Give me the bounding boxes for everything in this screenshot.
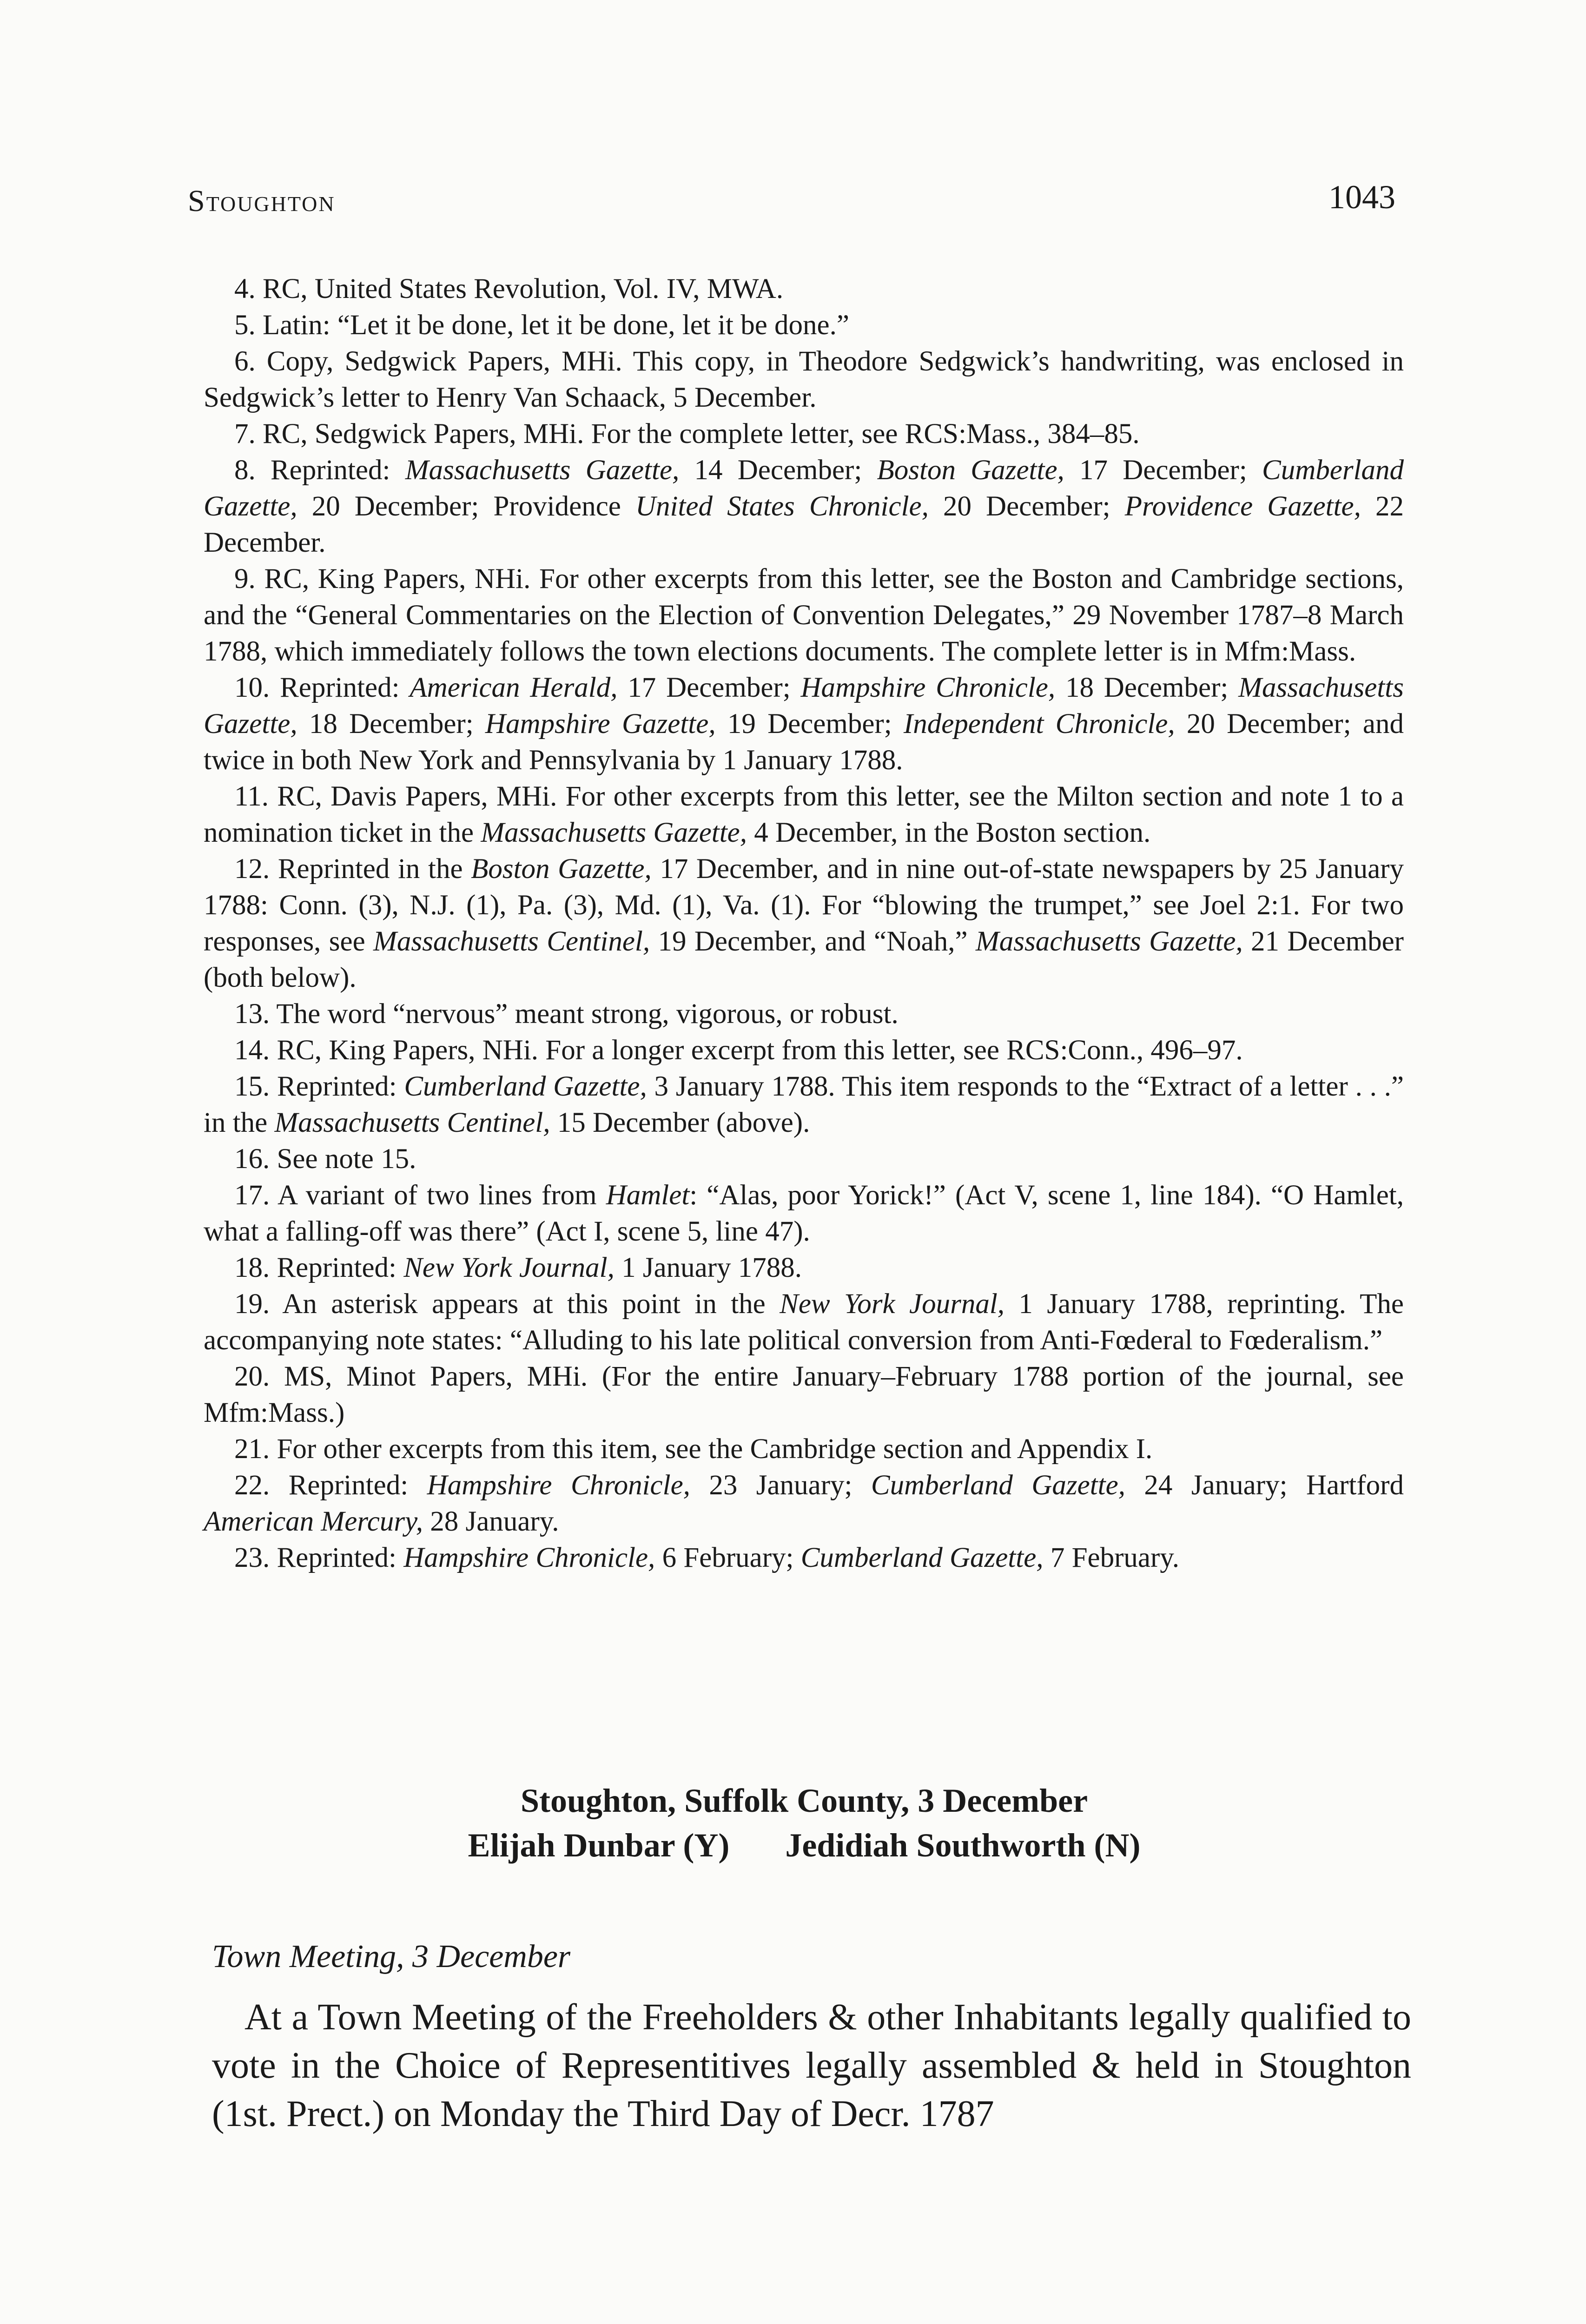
endnote-text: 23. Reprinted: xyxy=(234,1542,404,1573)
endnote-text: 7. RC, Sedgwick Papers, MHi. For the complete letter, see RCS:Mass., 384–85. xyxy=(234,418,1140,449)
endnote-italic-text: Providence Gazette, xyxy=(1124,491,1361,522)
endnote xyxy=(204,851,1404,996)
endnote-text: 22. Reprinted: xyxy=(234,1470,427,1501)
endnote-text: 17. A variant of two lines from xyxy=(234,1180,606,1211)
endnote-text: 4 December, in the Boston section. xyxy=(747,817,1151,848)
endnote-italic-text: United States Chronicle, xyxy=(635,491,929,522)
endnotes xyxy=(205,271,1404,1576)
endnote xyxy=(204,416,1404,452)
endnote xyxy=(204,996,1404,1032)
endnote-italic-text: Cumberland Gazette, xyxy=(871,1470,1125,1501)
endnote-italic-text: Cumberland Gazette, xyxy=(800,1542,1044,1573)
endnote-text: 7 February. xyxy=(1043,1542,1180,1573)
endnote-text: 19. An asterisk appears at this point in the xyxy=(234,1288,780,1320)
endnote-text: 17 December; xyxy=(617,672,801,703)
endnote-italic-text: American Herald, xyxy=(410,672,618,703)
endnote-text: 14. RC, King Papers, NHi. For a longer excerpt from this letter, see RCS:Conn., 496–97. xyxy=(234,1035,1243,1066)
endnote-text: 15 December (above). xyxy=(550,1107,810,1138)
endnote-italic-text: American Mercury, xyxy=(204,1506,423,1537)
endnote-text: 24 January; Hartford xyxy=(1125,1470,1404,1501)
endnote-text: 20 December; xyxy=(928,491,1125,522)
endnote-text: 8. Reprinted: xyxy=(234,455,405,486)
endnote-text: 4. RC, United States Revolution, Vol. IV, MWA. xyxy=(234,273,784,304)
endnote-text: 15. Reprinted: xyxy=(234,1071,404,1102)
endnote xyxy=(204,1069,1404,1141)
endnote-italic-text: Hampshire Chronicle, xyxy=(800,672,1056,703)
endnote-italic-text: Massachusetts Gazette, xyxy=(481,817,747,848)
endnote xyxy=(204,1540,1404,1576)
endnote-text: 21 December (both below). xyxy=(204,926,1404,993)
endnote-text: 14 December; xyxy=(679,455,877,486)
endnote-italic-text: Cumberland Gazette, xyxy=(204,455,1404,522)
endnote xyxy=(204,307,1404,343)
section-subheading: Town Meeting, 3 December xyxy=(212,1939,571,1974)
endnote-text: 12. Reprinted in the xyxy=(234,853,471,885)
endnote-italic-text: Massachusetts Gazette, xyxy=(975,926,1243,957)
endnote-text: 1 January 1788. xyxy=(614,1252,802,1283)
endnote-text: 18 December; xyxy=(1055,672,1239,703)
endnote-italic-text: Independent Chronicle, xyxy=(903,708,1175,739)
endnote-text: 19 December; xyxy=(715,708,904,739)
endnote-italic-text: Cumberland Gazette, xyxy=(404,1071,647,1102)
section-heading xyxy=(205,1778,1404,1868)
endnote-italic-text: Hamlet xyxy=(606,1180,690,1211)
endnote xyxy=(204,343,1404,416)
endnote-italic-text: Massachusetts Centinel, xyxy=(373,926,650,957)
endnote xyxy=(204,1141,1404,1177)
endnote-text: 20 December; and twice in both New York and Pennsylvania by 1 January 1788. xyxy=(204,708,1404,776)
endnote-text: 18. Reprinted: xyxy=(234,1252,404,1283)
delegate-no: Jedidiah Southworth (N) xyxy=(785,1827,1141,1864)
endnote-text: 22 December. xyxy=(204,491,1404,558)
endnote-text: 9. RC, King Papers, NHi. For other excerpts from this letter, see the Boston and Cambridge sections, and the “General Commentaries on the Election of Convention Delegates,” 29 November 1787–8 March 1788, which immediately follows the town elections documents. The complete letter is in Mfm:Mass. xyxy=(204,563,1404,667)
endnote-text: 17 December; xyxy=(1064,455,1262,486)
delegate-yes: Elijah Dunbar (Y) xyxy=(468,1827,730,1864)
endnote-italic-text: Boston Gazette, xyxy=(877,455,1064,486)
endnote-italic-text: Massachusetts Gazette, xyxy=(405,455,680,486)
endnote-italic-text: Massachusetts Centinel, xyxy=(274,1107,550,1138)
section-title: Stoughton, Suffolk County, 3 December xyxy=(520,1782,1088,1819)
endnote xyxy=(204,271,1404,307)
endnote-text: 6 February; xyxy=(655,1542,801,1573)
endnote-italic-text: Hampshire Chronicle, xyxy=(403,1542,655,1573)
endnote-text: 23 January; xyxy=(690,1470,871,1501)
endnote xyxy=(204,670,1404,779)
endnote-text: 17 December, and in nine out-of-state newspapers by 25 January 1788: Conn. (3), N.J. (1), Pa. (3), Md. (1), Va. (1). For “blowing the trumpet,” see Joel 2:1. For two responses, see xyxy=(204,853,1404,957)
endnote-text: 10. Reprinted: xyxy=(234,672,410,703)
endnote-text: 3 January 1788. This item responds to the “Extract of a letter . . .” in the xyxy=(204,1071,1404,1138)
endnote xyxy=(204,1431,1404,1467)
endnote-italic-text: New York Journal, xyxy=(403,1252,615,1283)
endnote-text: 28 January. xyxy=(423,1506,559,1537)
body-paragraph: At a Town Meeting of the Freeholders & other Inhabitants legally qualified to vote in the Choice of Representitives legally assembled & held in Stoughton (1st. Prect.) on Monday the Third Day of Decr. 1787 xyxy=(212,1997,1411,2134)
endnote xyxy=(204,1467,1404,1540)
endnote-text: 6. Copy, Sedgwick Papers, MHi. This copy, in Theodore Sedgwick’s handwriting, was enclosed in Sedgwick’s letter to Henry Van Schaack, 5 December. xyxy=(204,346,1404,413)
endnote-italic-text: Hampshire Gazette, xyxy=(485,708,716,739)
endnote xyxy=(204,1177,1404,1250)
endnote-text: 13. The word “nervous” meant strong, vigorous, or robust. xyxy=(234,998,899,1030)
endnote-italic-text: Massachusetts Gazette, xyxy=(204,672,1404,739)
endnote xyxy=(204,561,1404,670)
endnote-text: 18 December; xyxy=(297,708,485,739)
endnote xyxy=(204,1286,1404,1359)
endnote xyxy=(204,1359,1404,1431)
endnote xyxy=(204,452,1404,561)
page-number: 1043 xyxy=(1328,178,1395,216)
endnote-text: 19 December, and “Noah,” xyxy=(650,926,976,957)
endnote-text: : “Alas, poor Yorick!” (Act V, scene 1, line 184). “O Hamlet, what a falling-off was there” (Act I, scene 5, line 47). xyxy=(204,1180,1404,1247)
endnote-text: 20 December; Providence xyxy=(297,491,635,522)
endnote-text: 1 January 1788, reprinting. The accompanying note states: “Alluding to his late political conversion from Anti-Fœderal to Fœderalism.” xyxy=(204,1288,1404,1356)
endnote-text: 5. Latin: “Let it be done, let it be done, let it be done.” xyxy=(234,310,849,341)
endnote-italic-text: Boston Gazette, xyxy=(471,853,652,885)
endnote-text: 11. RC, Davis Papers, MHi. For other excerpts from this letter, see the Milton section and note 1 to a nomination ticket in the xyxy=(204,781,1404,848)
endnote-text: 20. MS, Minot Papers, MHi. (For the entire January–February 1788 portion of the journal, see Mfm:Mass.) xyxy=(204,1361,1404,1428)
endnote xyxy=(204,1250,1404,1286)
delegates-line xyxy=(205,1823,1404,1868)
endnote xyxy=(204,779,1404,851)
endnote-italic-text: New York Journal, xyxy=(780,1288,1005,1320)
running-head-title: Stoughton xyxy=(188,184,336,218)
running-head xyxy=(188,178,1395,230)
endnote-text: 21. For other excerpts from this item, see the Cambridge section and Appendix I. xyxy=(234,1433,1153,1465)
endnote xyxy=(204,1032,1404,1069)
endnote-italic-text: Hampshire Chronicle, xyxy=(427,1470,690,1501)
endnote-text: 16. See note 15. xyxy=(234,1143,416,1175)
